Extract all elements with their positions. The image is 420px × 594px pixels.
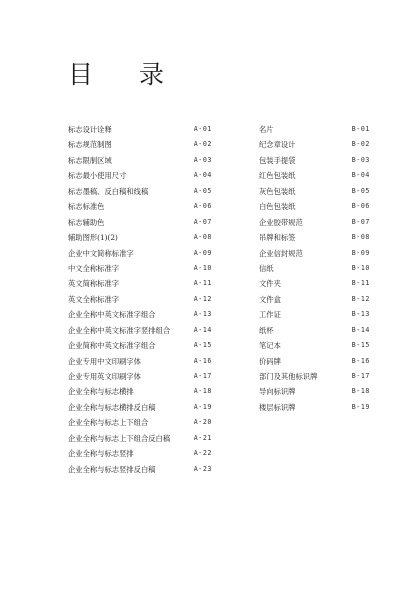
toc-entry[interactable] [259,354,370,369]
toc-entry[interactable] [68,168,212,183]
toc-entry[interactable] [259,400,370,415]
toc-entry[interactable] [259,307,370,322]
toc-entry[interactable] [259,276,370,291]
toc-entry[interactable] [259,199,370,214]
toc-entry[interactable] [68,415,212,430]
toc-entry-code: A-01 [193,125,212,133]
toc-entry-code: B-19 [351,402,370,411]
toc-entry-title: 吊牌和标签 [259,233,296,243]
toc-entry[interactable] [259,137,370,152]
toc-entry-code: B-14 [351,325,370,334]
toc-entry-code: A-03 [193,155,212,164]
toc-entry-title: 辅助图形(1)(2) [68,233,118,243]
toc-entry[interactable] [259,184,370,199]
toc-entry-code: B-13 [351,310,370,319]
toc-entry-code: B-02 [351,140,370,149]
toc-entry-title: 标志墨稿、反白稿和线稿 [68,186,149,196]
toc-entry[interactable] [68,199,212,214]
toc-entry-code: B-10 [351,263,370,272]
toc-entry[interactable] [259,153,370,168]
toc-entry-code: A-11 [193,279,212,288]
toc-entry-title: 名片 [259,125,274,134]
toc-entry-code: B-17 [351,372,370,380]
toc-entry-title: 英文全称标准字 [68,294,120,304]
toc-entry-title: 白色包装纸 [259,202,296,212]
toc-entry[interactable] [68,261,212,276]
toc-entry[interactable] [68,354,212,369]
toc-entry-code: B-06 [351,202,370,211]
toc-entry[interactable] [68,137,212,152]
toc-entry[interactable] [68,246,212,261]
toc-entry[interactable] [259,122,370,137]
toc-entry-code: B-16 [351,356,370,365]
toc-entry-code: B-07 [351,217,370,226]
toc-entry-title: 部门及其他标识牌 [259,372,318,381]
toc-entry[interactable] [68,184,212,199]
toc-entry[interactable] [259,246,370,261]
toc-entry-title: 标志最小使用尺寸 [68,171,127,181]
toc-entry-title: 企业全称与标志横排 [68,387,134,397]
toc-entry-title: 笔记本 [259,341,281,351]
toc-entry-code: A-16 [193,356,212,365]
toc-entry-code: A-15 [193,341,212,350]
toc-entry-code: B-18 [351,387,370,396]
toc-entry-code: A-12 [193,294,212,303]
toc-entry-code: B-12 [351,294,370,303]
toc-entry-title: 包装手提袋 [259,155,296,165]
toc-entry[interactable] [259,230,370,245]
toc-entry[interactable] [68,462,212,477]
toc-entry[interactable] [259,338,370,353]
toc-entry-title: 标志规范制图 [68,140,112,150]
toc-entry[interactable] [68,307,212,322]
toc-entry-code: B-08 [351,233,370,242]
toc-entry-code: B-11 [351,279,370,288]
page-title: 目 录 [68,60,183,89]
toc-entry-title: 文件夹 [259,279,281,289]
toc-entry-title: 英文简称标准字 [68,279,120,289]
toc-entry[interactable] [68,400,212,415]
toc-entry-title: 价码牌 [259,356,281,366]
toc-entry-code: A-07 [193,217,212,226]
toc-entry[interactable] [68,276,212,291]
toc-entry-code: A-09 [193,248,212,257]
toc-entry[interactable] [68,122,212,137]
toc-entry-title: 楼层标识牌 [259,402,296,412]
toc-entry[interactable] [68,338,212,353]
toc-entry-code: A-05 [193,186,212,195]
toc-entry-title: 企业专用英文印刷字体 [68,372,141,381]
toc-entry-code: A-23 [193,464,212,473]
toc-entry-title: 企业胶带规范 [259,217,303,227]
toc-entry-code: A-10 [193,263,212,272]
toc-entry-code: B-05 [351,186,370,195]
toc-entry-title: 标志标准色 [68,202,105,212]
toc-entry-title: 企业信封规范 [259,248,303,258]
toc-entry-title: 企业全称中英文标准字竖排组合 [68,325,171,335]
toc-entry-title: 工作证 [259,310,281,320]
toc-column-a [68,122,212,477]
toc-entry-code: A-14 [193,325,212,334]
toc-entry-code: B-04 [351,171,370,180]
toc-entry-title: 标志限制区域 [68,155,112,165]
toc-entry-title: 中文全称标准字 [68,263,120,273]
toc-entry[interactable] [259,369,370,384]
toc-entry[interactable] [259,261,370,276]
toc-entry-title: 企业全称与标志上下组合反白稿 [68,433,171,443]
toc-entry-code: A-04 [193,171,212,180]
toc-entry[interactable] [68,431,212,446]
toc-entry-code: A-13 [193,310,212,319]
toc-entry-title: 企业全称与标志竖排反白稿 [68,464,156,474]
toc-entry-code: A-06 [193,202,212,211]
toc-entry[interactable] [68,215,212,230]
toc-entry-title: 灰色包装纸 [259,186,296,196]
toc-entry-code: B-15 [351,341,370,350]
toc-entry-title: 标志辅助色 [68,217,105,227]
toc-entry-title: 企业中文简称标准字 [68,248,134,258]
toc-entry-code: A-21 [193,433,212,442]
toc-entry-code: A-22 [193,449,212,458]
toc-entry-title: 红色包装纸 [259,171,296,181]
toc-entry[interactable] [68,292,212,307]
toc-entry[interactable] [259,323,370,338]
toc-entry[interactable] [68,323,212,338]
toc-entry-code: A-08 [193,233,212,242]
toc-entry[interactable] [259,168,370,183]
toc-entry-title: 企业全称与标志横排反白稿 [68,402,156,412]
toc-entry-code: A-18 [193,387,212,396]
toc-entry-title: 企业简称中英文标准字组合 [68,341,156,351]
toc-entry-code: A-17 [193,372,212,380]
toc-entry[interactable] [68,230,212,245]
toc-entry-title: 企业专用中文印刷字体 [68,356,141,366]
toc-entry[interactable] [259,215,370,230]
toc-entry-title: 企业全称与标志上下组合 [68,418,149,428]
toc-entry-code: A-19 [193,402,212,411]
toc-entry-code: A-20 [193,418,212,427]
toc-entry-title: 标志设计诠释 [68,125,112,134]
toc-entry[interactable] [68,369,212,384]
toc-entry-title: 企业全称中英文标准字组合 [68,310,156,320]
toc-entry-title: 信纸 [259,263,274,273]
toc-entry[interactable] [68,153,212,168]
toc-entry-code: B-01 [351,125,370,133]
toc-entry-title: 文件盒 [259,294,281,304]
toc-column-b [259,122,370,415]
toc-entry-title: 纸杯 [259,325,274,335]
toc-entry[interactable] [259,384,370,399]
toc-entry-code: B-09 [351,248,370,257]
toc-entry[interactable] [68,384,212,399]
toc-entry[interactable] [68,446,212,461]
toc-entry[interactable] [259,292,370,307]
toc-entry-title: 导向标识牌 [259,387,296,397]
toc-entry-code: B-03 [351,155,370,164]
toc-entry-code: A-02 [193,140,212,149]
toc-entry-title: 企业全称与标志竖排 [68,449,134,459]
toc-entry-title: 纪念章设计 [259,140,296,150]
